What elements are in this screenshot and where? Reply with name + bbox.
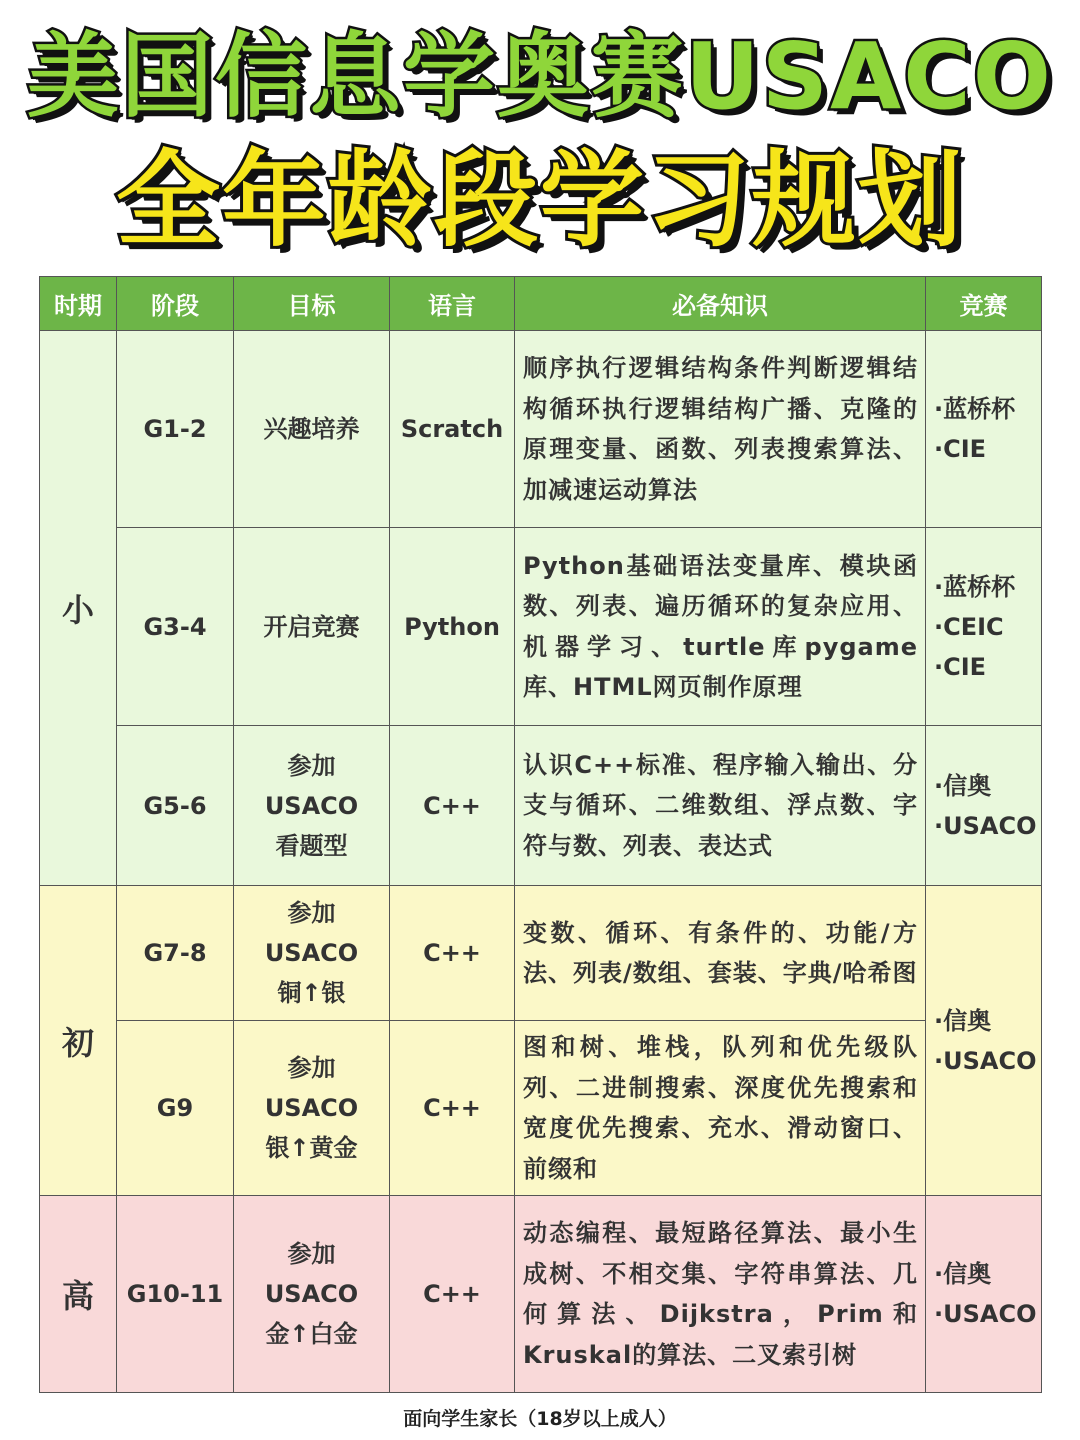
stage-cell: G1-2 (117, 331, 234, 528)
header-stage: 阶段 (117, 277, 234, 331)
study-plan-table (39, 276, 1042, 1393)
table-row (40, 1196, 1042, 1393)
goal-line: USACO (264, 791, 359, 820)
language-cell: C++ (390, 1196, 515, 1393)
goal-line: 铜↑银 (277, 979, 346, 1007)
stage-cell: G3-4 (117, 528, 234, 726)
goal-cell (234, 331, 390, 528)
knowledge-cell: 图和树、堆栈，队列和优先级队列、二进制搜索、深度优先搜索和宽度优先搜索、充水、滑动窗口、前缀和 (515, 1021, 926, 1196)
header-knowledge: 必备知识 (515, 277, 926, 331)
goal-line: USACO (264, 1280, 359, 1308)
goal-line: 参加 (287, 1054, 336, 1082)
goal-cell (234, 1196, 390, 1393)
table-row (40, 528, 1042, 726)
language-cell: C++ (390, 886, 515, 1021)
stage-cell: G5-6 (117, 726, 234, 886)
table-row (40, 1021, 1042, 1196)
knowledge-cell: 变数、循环、有条件的、功能/方法、列表/数组、套装、字典/哈希图 (515, 886, 926, 1021)
competition-item: ·CEIC (934, 612, 1004, 641)
competition-item: ·信奥 (934, 1006, 992, 1035)
competition-cell (926, 528, 1042, 726)
header-language: 语言 (390, 277, 515, 331)
goal-line: 参加 (287, 899, 336, 927)
knowledge-cell: 动态编程、最短路径算法、最小生成树、不相交集、字符串算法、几何算法、Dijkstra，Prim和Kruskal的算法、二叉索引树 (515, 1196, 926, 1393)
knowledge-cell: 认识C++标准、程序输入输出、分支与循环、二维数组、浮点数、字符与数、列表、表达式 (515, 726, 926, 886)
knowledge-cell: 顺序执行逻辑结构条件判断逻辑结构循环执行逻辑结构广播、克隆的原理变量、函数、列表搜索算法、加减速运动算法 (515, 331, 926, 528)
language-cell: Scratch (390, 331, 515, 528)
language-cell: Python (390, 528, 515, 726)
goal-line: 金↑白金 (265, 1320, 358, 1348)
stage-cell: G9 (117, 1021, 234, 1196)
competition-item: ·CIE (934, 435, 987, 463)
period-primary: 小 (40, 331, 117, 886)
period-middle: 初 (40, 886, 117, 1196)
competition-cell (926, 1196, 1042, 1393)
competition-item: ·信奥 (934, 771, 992, 800)
table-row (40, 886, 1042, 1021)
competition-item: ·蓝桥杯 (934, 395, 1016, 423)
goal-line: 参加 (287, 751, 336, 780)
competition-cell (926, 726, 1042, 886)
competition-item: ·CIE (934, 652, 987, 681)
goal-line: 参加 (287, 1240, 336, 1268)
header-goal: 目标 (234, 277, 390, 331)
competition-item: ·USACO (934, 811, 1037, 840)
goal-cell (234, 886, 390, 1021)
language-cell: C++ (390, 1021, 515, 1196)
footer-note: 面向学生家长（18岁以上成人） (403, 1408, 677, 1430)
title-line-1: 美国信息学奥赛USACO (27, 23, 1053, 130)
table-row (40, 726, 1042, 886)
competition-item: ·蓝桥杯 (934, 572, 1016, 601)
competition-item: ·USACO (934, 1300, 1037, 1328)
goal-line: 开启竞赛 (263, 612, 360, 641)
stage-cell: G7-8 (117, 886, 234, 1021)
competition-item: ·USACO (934, 1046, 1037, 1075)
header-period: 时期 (40, 277, 117, 331)
language-cell: C++ (390, 726, 515, 886)
competition-cell (926, 886, 1042, 1196)
goal-line: 银↑黄金 (265, 1134, 358, 1162)
table-header-row (40, 277, 1042, 331)
competition-cell (926, 331, 1042, 528)
title-line-2: 全年龄段学习规划 (115, 139, 964, 261)
goal-line: USACO (264, 1094, 359, 1122)
goal-cell (234, 528, 390, 726)
stage-cell: G10-11 (117, 1196, 234, 1393)
table-row (40, 331, 1042, 528)
header-competition: 竞赛 (926, 277, 1042, 331)
goal-line: 看题型 (275, 831, 348, 860)
goal-cell (234, 726, 390, 886)
knowledge-cell: Python基础语法变量库、模块函数、列表、遍历循环的复杂应用、机器学习、turtle库pygame库、HTML网页制作原理 (515, 528, 926, 726)
period-high: 高 (40, 1196, 117, 1393)
competition-item: ·信奥 (934, 1260, 992, 1288)
goal-line: USACO (264, 939, 359, 967)
goal-line: 兴趣培养 (263, 415, 360, 443)
goal-cell (234, 1021, 390, 1196)
